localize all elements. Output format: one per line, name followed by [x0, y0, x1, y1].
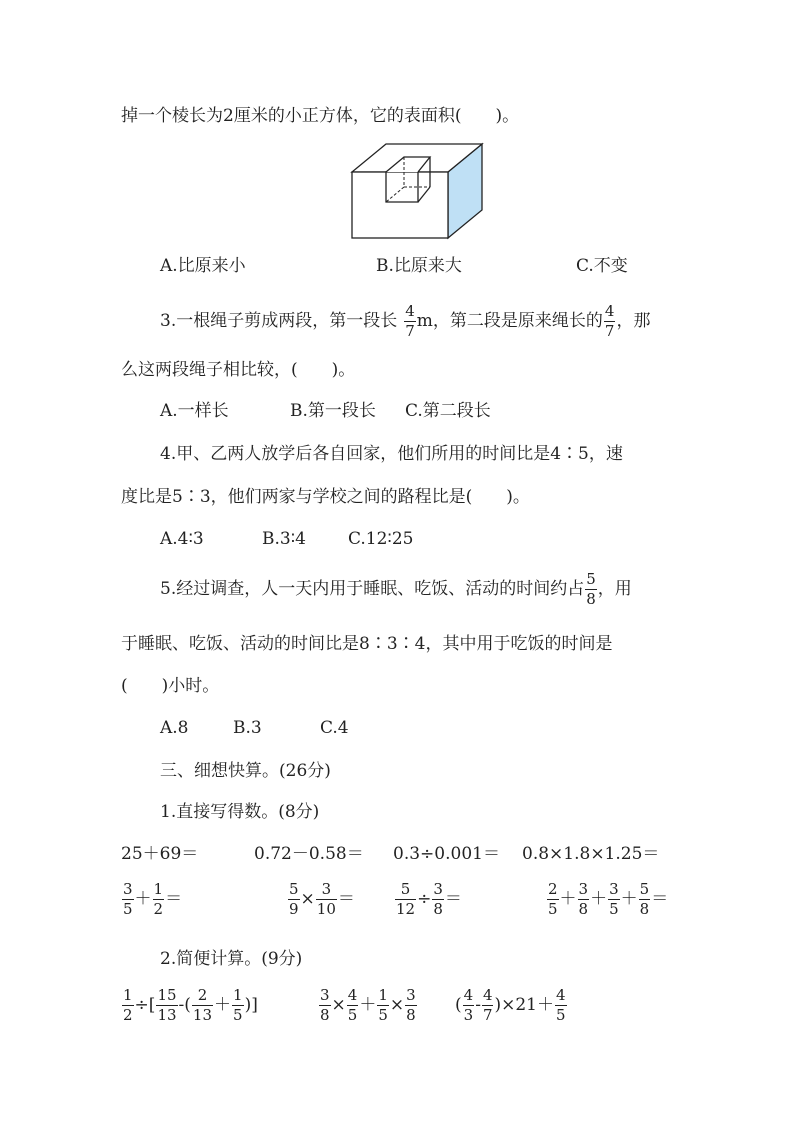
q4-option-c: C.12∶25 — [348, 529, 414, 549]
calc-2: 0.72－0.58＝ — [254, 844, 364, 864]
q3-line1: 3.一根绳子剪成两段，第一段长 $\frac{4}{7}$ m，第二段是原来绳长的 $\frac{4}{7}$ ，那 — [160, 301, 651, 340]
q3-option-a: A.一样长 — [160, 401, 229, 421]
q5-option-c: C.4 — [320, 718, 349, 738]
simple-calc-1: $\frac{1}{2}$ ÷ [ $\frac{15}{13}$ - ( $\frac{2}{13}$ ＋ $\frac{1}{5}$ ) ] — [123, 986, 258, 1024]
q3-option-b: B.第一段长 — [290, 401, 376, 421]
q5-line3: ( )小时。 — [121, 676, 220, 696]
q3-fraction-second: $\frac{4}{7}$ — [604, 301, 615, 340]
q4-option-b: B.3∶4 — [262, 529, 306, 549]
q2-option-a: A.比原来小 — [160, 256, 246, 276]
q5-line1: 5.经过调查，人一天内用于睡眠、吃饭、活动的时间约占 $\frac{5}{8}$ ，用 — [160, 569, 632, 608]
cube-figure — [348, 140, 488, 242]
calc-1: 25＋69＝ — [121, 844, 199, 864]
simple-calc-2: $\frac{3}{8}$ × $\frac{4}{5}$ ＋ $\frac{1}{5}$ × $\frac{3}{8}$ — [320, 986, 416, 1024]
calc-5: $\frac{3}{5}$ ＋ $\frac{1}{2}$ ＝ — [123, 880, 183, 918]
q3-line2: 么这两段绳子相比较，( )。 — [121, 360, 356, 380]
q5-fraction: $\frac{5}{8}$ — [586, 569, 596, 608]
calc-6: $\frac{5}{9}$ × $\frac{3}{10}$ ＝ — [289, 880, 355, 918]
section3-sub2: 2.简便计算。(9分) — [160, 949, 303, 969]
calc-7: $\frac{5}{12}$ ÷ $\frac{3}{8}$ ＝ — [396, 880, 462, 918]
section3-title: 三、细想快算。(26分) — [160, 761, 331, 781]
q4-option-a: A.4∶3 — [160, 529, 204, 549]
calc-3: 0.3÷0.001＝ — [393, 844, 500, 864]
calc-4: 0.8×1.8×1.25＝ — [522, 844, 660, 864]
simple-calc-3: ( $\frac{4}{3}$ - $\frac{4}{7}$ ) ×21＋ $\frac{4}{5}$ — [455, 986, 566, 1024]
q5-option-a: A.8 — [160, 718, 189, 738]
q4-line2: 度比是5∶3，他们两家与学校之间的路程比是( )。 — [121, 487, 530, 507]
q2-option-b: B.比原来大 — [376, 256, 462, 276]
q3-fraction-first: $\frac{4}{7}$ — [405, 301, 415, 340]
q3-option-c: C.第二段长 — [405, 401, 491, 421]
q5-option-b: B.3 — [233, 718, 262, 738]
q2-option-c: C.不变 — [576, 256, 628, 276]
q4-line1: 4.甲、乙两人放学后各自回家，他们所用的时间比是4∶5，速 — [160, 444, 623, 464]
q2-stem: 掉一个棱长为2厘米的小正方体，它的表面积( )。 — [121, 106, 520, 126]
calc-8: $\frac{2}{5}$ ＋ $\frac{3}{8}$ ＋ $\frac{3}{5}$ ＋ $\frac{5}{8}$ ＝ — [548, 880, 669, 918]
section3-sub1: 1.直接写得数。(8分) — [160, 802, 320, 822]
q5-line2: 于睡眠、吃饭、活动的时间比是8∶3∶4，其中用于吃饭的时间是 — [121, 634, 613, 654]
